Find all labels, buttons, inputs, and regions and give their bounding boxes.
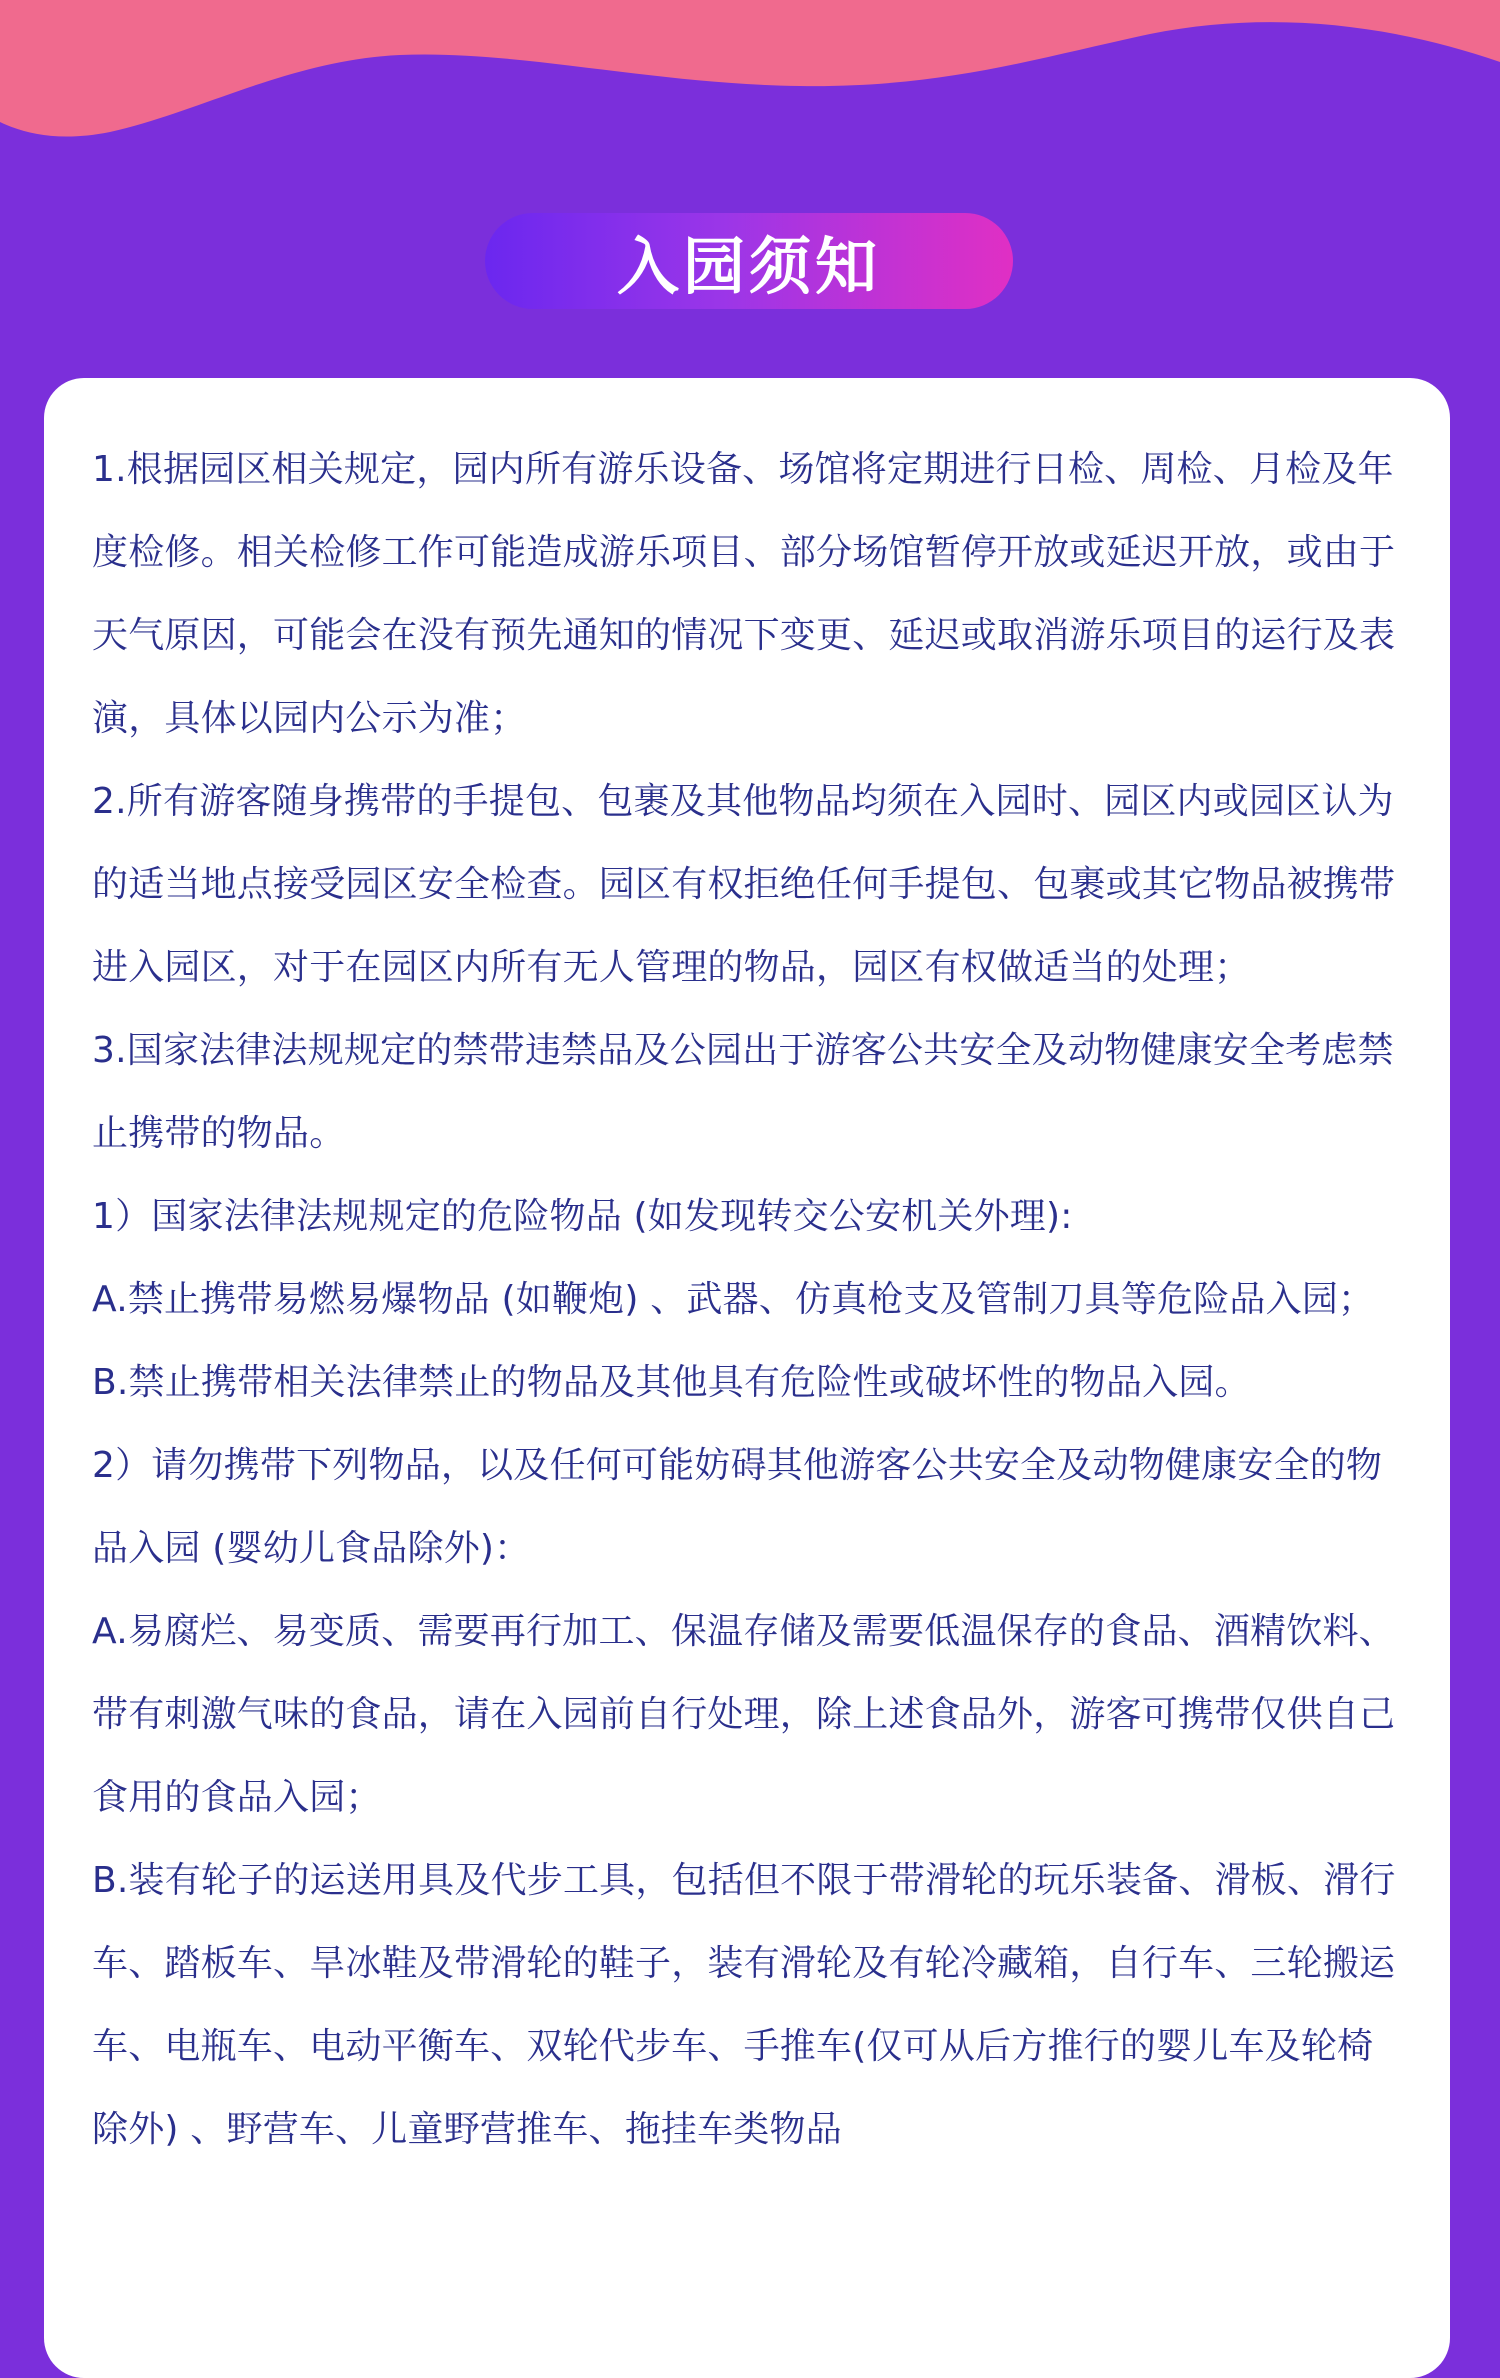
notice-paragraph-1: 1.根据园区相关规定，园内所有游乐设备、场馆将定期进行日检、周检、月检及年度检修。相关检修工作可能造成游乐项目、部分场馆暂停开放或延迟开放，或由于天气原因，可能会在没有预先通知的情况下变更、延迟或取消游乐项目的运行及表演，具体以园内公示为准； [92,449,1396,739]
notice-subitem-2b: B.装有轮子的运送用具及代步工具，包括但不限于带滑轮的玩乐装备、滑板、滑行车、踏板车、旱冰鞋及带滑轮的鞋子，装有滑轮及有轮冷藏箱，自行车、三轮搬运车、电瓶车、电动平衡车、双轮代步车、手推车(仅可从后方推行的婴儿车及轮椅除外) 、野营车、儿童野营推车、拖挂车类物品 [92,1860,1396,2150]
notice-subitem-1: 1）国家法律法规规定的危险物品 (如发现转交公安机关外理): [92,1196,1073,1237]
notice-card [44,378,1450,2378]
notice-subitem-2a: A.易腐烂、易变质、需要再行加工、保温存储及需要低温保存的食品、酒精饮料、带有刺激气味的食品，请在入园前自行处理，除上述食品外，游客可携带仅供自己食用的食品入园； [92,1611,1396,1818]
page-title: 入园须知 [485,213,1013,309]
notice-paragraph-2: 2.所有游客随身携带的手提包、包裹及其他物品均须在入园时、园区内或园区认为的适当地点接受园区安全检查。园区有权拒绝任何手提包、包裹或其它物品被携带进入园区，对于在园区内所有无人管理的物品，园区有权做适当的处理； [92,781,1396,988]
notice-subitem-2: 2）请勿携带下列物品，以及任何可能妨碍其他游客公共安全及动物健康安全的物品入园 (婴幼儿食品除外)： [92,1445,1383,1569]
top-wave-decoration [0,0,1500,150]
notice-subitem-1a: A.禁止携带易燃易爆物品 (如鞭炮) 、武器、仿真枪支及管制刀具等危险品入园； [92,1279,1375,1320]
notice-paragraph-3: 3.国家法律法规规定的禁带违禁品及公园出于游客公共安全及动物健康安全考虑禁止携带的物品。 [92,1030,1394,1154]
notice-subitem-1b: B.禁止携带相关法律禁止的物品及其他具有危险性或破坏性的物品入园。 [92,1362,1251,1403]
